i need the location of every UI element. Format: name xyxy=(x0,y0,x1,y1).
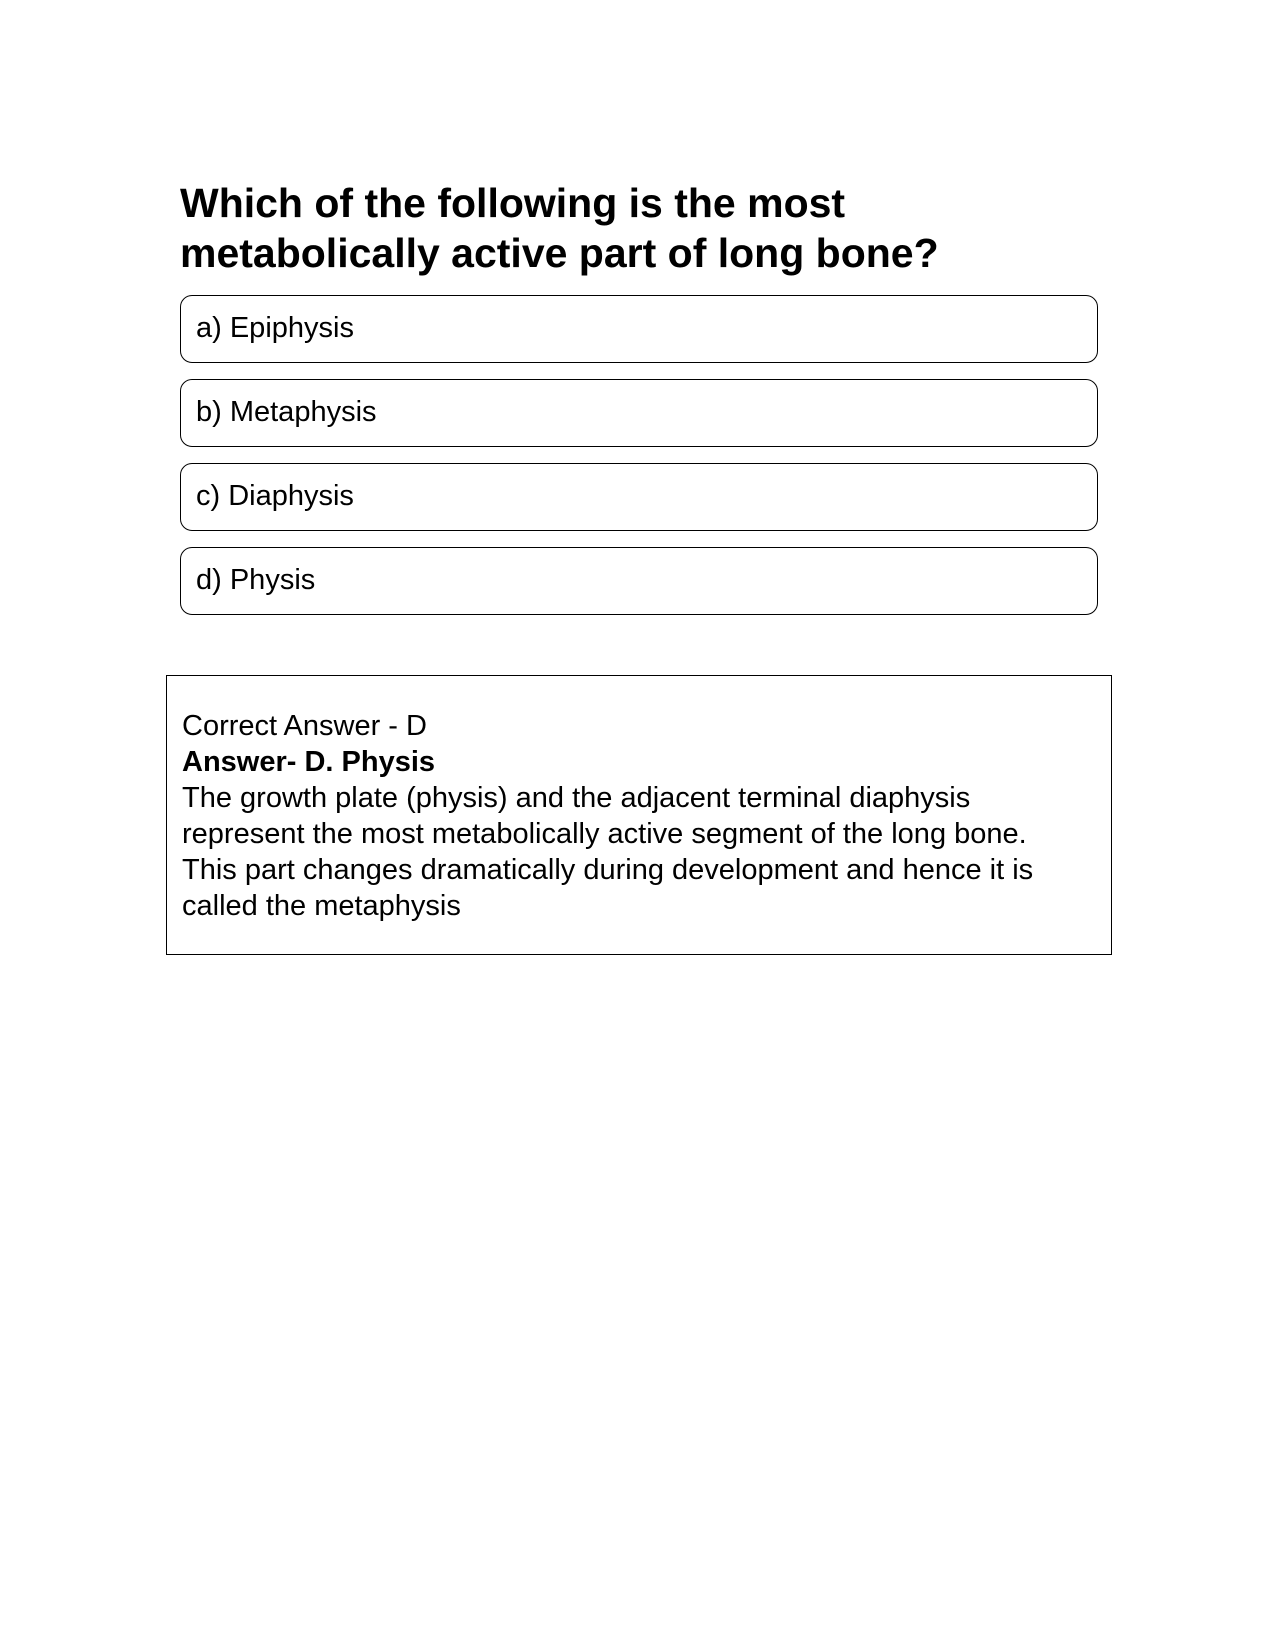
option-b[interactable]: b) Metaphysis xyxy=(180,379,1098,447)
explanation-line: The growth plate (physis) and the adjacent terminal diaphysis xyxy=(182,782,971,814)
explanation-line: This part changes dramatically during development and hence it is xyxy=(182,854,1034,886)
question-title: Which of the following is the most metabolically active part of long bone? xyxy=(180,180,939,276)
answer-heading: Answer- D. Physis xyxy=(182,746,436,778)
explanation-line: called the metaphysis xyxy=(182,890,461,922)
answer-box xyxy=(166,675,1112,955)
option-d[interactable]: d) Physis xyxy=(180,547,1098,615)
explanation-line: represent the most metabolically active segment of the long bone. xyxy=(182,818,1027,850)
options-list xyxy=(180,295,1098,631)
correct-answer-line: Correct Answer - D xyxy=(182,710,427,742)
option-a[interactable]: a) Epiphysis xyxy=(180,295,1098,363)
option-c[interactable]: c) Diaphysis xyxy=(180,463,1098,531)
